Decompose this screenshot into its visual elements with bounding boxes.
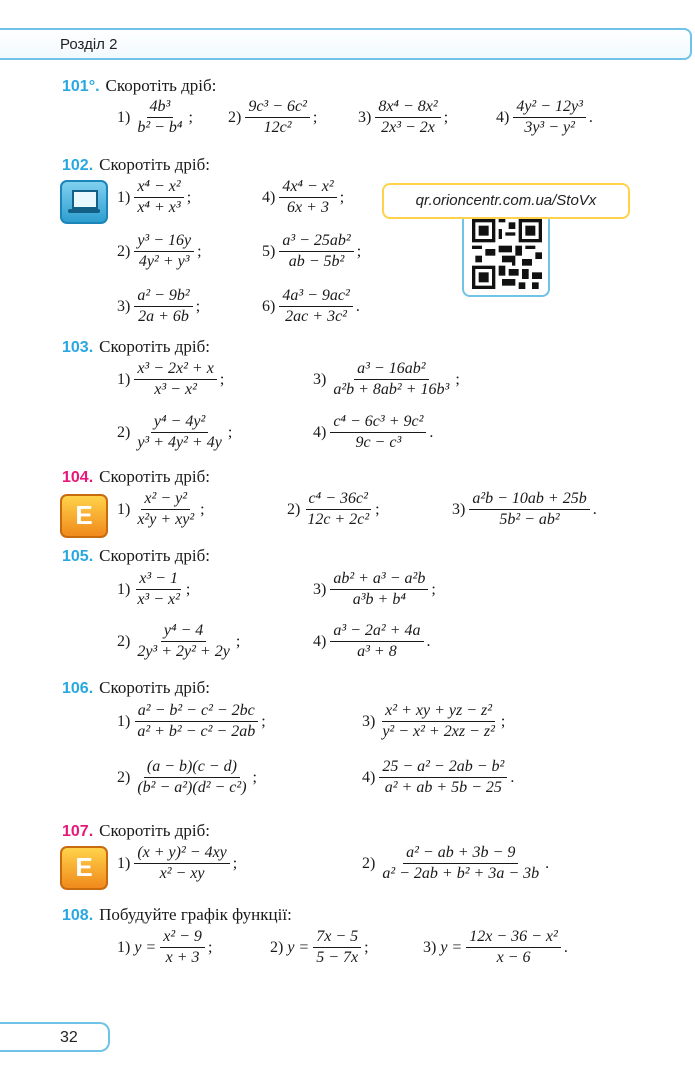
fraction-item [117,844,237,883]
punctuation: ; [197,242,202,260]
denominator: x − 6 [496,949,531,966]
numerator: y³ − 16y [134,232,194,252]
item-label: 3) [423,938,437,956]
item-label: 2) [117,768,131,786]
task-number: 101°. [62,78,100,95]
fraction-item [117,622,240,661]
function-prefix: y = [287,938,310,956]
numerator: (a − b)(c − d) [144,758,240,778]
item-label: 3) [358,108,372,126]
fraction [313,928,361,967]
fraction [134,622,233,661]
punctuation: ; [252,768,257,786]
item-label: 4) [362,768,376,786]
item-label: 1) [117,580,131,598]
item-label: 3) [117,297,131,315]
fraction [330,570,428,609]
item-label: 3) [452,500,466,518]
numerator: c⁴ − 36c² [306,490,371,510]
denominator: 5b² − ab² [499,511,560,528]
denominator: x² − xy [159,865,205,882]
punctuation: ; [339,188,345,206]
punctuation: . [588,108,593,126]
numerator: 4y² − 12y³ [513,98,586,118]
task-number: 106. [62,680,94,697]
numerator: x² + xy + yz − z² [382,702,495,722]
fraction-item [117,490,205,529]
numerator: 9c³ − 6c² [245,98,310,118]
fraction-item [262,178,344,217]
task-text: Побудуйте графік функції: [99,905,292,924]
punctuation: ; [219,370,225,388]
fraction [134,702,258,741]
fraction [134,287,192,326]
fraction-item [117,98,193,137]
item-label: 2) [117,423,131,441]
numerator: a³ − 16ab² [354,360,428,380]
task-101 [62,76,216,96]
denominator: a² − 2ab + b² + 3a − 3b [382,865,540,882]
punctuation: ; [443,108,449,126]
fraction [279,178,336,217]
fraction-item [452,490,597,529]
numerator: a²b − 10ab + 25b [469,490,589,510]
denominator: y² − x² + 2xz − z² [382,723,495,740]
fraction-item [117,702,266,741]
numerator: a² − ab + 3b − 9 [403,844,518,864]
punctuation: ; [232,854,238,872]
punctuation: ; [364,938,369,956]
denominator: a² + ab + 5b − 25 [384,779,502,796]
item-label: 1) [117,500,131,518]
task-104 [62,467,210,487]
denominator: a² + b² − c² − 2ab [137,723,256,740]
fraction [379,702,498,741]
fraction [379,844,542,883]
item-label: 5) [262,242,276,260]
numerator: 7x − 5 [313,928,361,948]
denominator: x + 3 [165,949,200,966]
fraction [330,622,423,661]
denominator: x²y + xy² [137,511,195,528]
fraction-item [496,98,593,137]
numerator: 12x − 36 − x² [466,928,561,948]
fraction [134,844,229,883]
fraction [134,98,185,137]
fraction-item [313,360,460,399]
fraction [375,98,440,137]
denominator: 12c² [263,119,292,136]
punctuation: ; [235,632,241,650]
fraction-item [117,413,232,452]
page-number-tab [0,1022,110,1052]
fraction [279,232,353,271]
qr-code-icon [472,219,542,289]
item-label: 1) [117,370,131,388]
denominator: b² − b⁴ [137,119,183,136]
item-label: 2) [270,938,284,956]
numerator: a² − b² − c² − 2bc [135,702,258,722]
fraction [330,413,426,452]
punctuation: ; [261,712,266,730]
numerator: 25 − a² − 2ab − b² [379,758,507,778]
item-label: 1) [117,108,131,126]
task-107 [62,821,210,841]
task-108 [62,905,292,925]
numerator: x² − y² [141,490,190,510]
denominator: 5 − 7x [316,949,359,966]
task-105 [62,546,210,566]
denominator: (b² − a²)(d² − c²) [137,779,247,796]
item-label: 3) [313,580,327,598]
fraction-item [362,758,514,797]
exercise-e-icon: E [60,846,108,890]
numerator: 8x⁴ − 8x² [375,98,440,118]
punctuation: ; [431,580,436,598]
numerator: 4b³ [147,98,174,118]
exercise-e-icon: E [60,494,108,538]
punctuation: . [429,423,434,441]
denominator: 2x³ − 2x [381,119,435,136]
item-label: 6) [262,297,276,315]
item-label: 1) [117,938,131,956]
fraction-item [117,232,202,271]
task-number: 107. [62,823,94,840]
fraction [469,490,589,529]
fraction [134,413,225,452]
punctuation: ; [188,108,193,126]
numerator: a³ − 25ab² [279,232,353,252]
fraction [134,758,249,797]
denominator: x³ − x² [137,591,180,608]
task-text: Скоротіть дріб: [99,337,210,356]
fraction-item [287,490,380,529]
fraction [466,928,561,967]
fraction-item [358,98,448,137]
punctuation: ; [312,108,318,126]
denominator: 4y² + y³ [138,253,190,270]
numerator: 4a³ − 9ac² [279,287,353,307]
numerator: a³ − 2a² + 4a [330,622,423,642]
fraction [245,98,310,137]
task-number: 105. [62,548,94,565]
fraction [279,287,353,326]
numerator: x⁴ − x² [134,178,183,198]
item-label: 3) [362,712,376,730]
numerator: ab² + a³ − a²b [330,570,428,590]
punctuation: ; [200,500,205,518]
denominator: a³ + 8 [357,643,397,660]
fraction-item [313,570,436,609]
fraction-item [117,928,212,967]
task-text: Скоротіть дріб: [99,546,210,565]
punctuation: . [510,768,515,786]
numerator: a² − 9b² [134,287,192,307]
numerator: 4x⁴ − x² [279,178,336,198]
laptop-icon [60,180,108,224]
task-number: 102. [62,157,94,174]
punctuation: . [426,632,431,650]
item-label: 1) [117,188,131,206]
fraction-item [117,360,224,399]
punctuation: . [563,938,568,956]
item-label: 4) [313,423,327,441]
task-103 [62,337,210,357]
page-number: 32 [60,1029,78,1046]
numerator: c⁴ − 6c³ + 9c² [330,413,426,433]
numerator: x² − 9 [160,928,205,948]
fraction [160,928,205,967]
fraction-item [313,413,433,452]
denominator: ab − 5b² [288,253,345,270]
task-number: 103. [62,339,94,356]
fraction-item [313,622,431,661]
item-label: 1) [117,854,131,872]
task-number: 104. [62,469,94,486]
item-label: 3) [313,370,327,388]
fraction-item [362,844,549,883]
denominator: a³b + b⁴ [352,591,406,608]
fraction-item [117,178,191,217]
function-prefix: y = [440,938,463,956]
punctuation: . [592,500,597,518]
fraction-item [117,570,190,609]
fraction [513,98,586,137]
section-header [0,28,692,60]
fraction-item [270,928,369,967]
denominator: 2y³ + 2y² + 2y [137,643,230,660]
denominator: 12c + 2c² [307,511,370,528]
task-text: Скоротіть дріб: [99,678,210,697]
fraction-item [117,287,200,326]
denominator: 9c − c³ [355,434,402,451]
denominator: 2ac + 3c² [285,308,347,325]
section-title: Розділ 2 [60,36,118,53]
punctuation: ; [186,188,192,206]
denominator: 3y³ − y² [524,119,575,136]
fraction-item [423,928,568,967]
item-label: 1) [117,712,131,730]
fraction [304,490,372,529]
fraction [134,490,197,529]
numerator: y⁴ − 4 [161,622,206,642]
item-label: 4) [262,188,276,206]
denominator: 6x + 3 [287,199,329,216]
numerator: x³ − 2x² + x [134,360,217,380]
punctuation: . [545,854,550,872]
denominator: y³ + 4y² + 4y [137,434,222,451]
function-prefix: y = [134,938,157,956]
fraction-item [262,232,361,271]
numerator: x³ − 1 [136,570,181,590]
denominator: a²b + 8ab² + 16b³ [333,381,450,398]
item-label: 2) [362,854,376,872]
task-text: Скоротіть дріб: [99,821,210,840]
denominator: x⁴ + x³ [137,199,181,216]
punctuation: ; [185,580,191,598]
numerator: (x + y)² − 4xy [134,844,229,864]
task-102 [62,155,210,175]
denominator: x³ − x² [154,381,197,398]
fraction [379,758,507,797]
qr-link[interactable]: qr.orioncentr.com.ua/StoVx [382,183,630,219]
task-text: Скоротіть дріб: [105,76,217,95]
item-label: 4) [313,632,327,650]
punctuation: ; [207,938,213,956]
item-label: 2) [228,108,242,126]
task-text: Скоротіть дріб: [99,467,210,486]
qr-block [382,183,630,298]
punctuation: . [355,297,360,315]
qr-code[interactable] [462,213,550,297]
denominator: 2a + 6b [138,308,189,325]
fraction [134,570,183,609]
punctuation: ; [375,500,380,518]
item-label: 2) [287,500,301,518]
item-label: 2) [117,632,131,650]
fraction [134,360,217,399]
task-number: 108. [62,907,94,924]
punctuation: ; [356,242,362,260]
fraction-item [362,702,505,741]
task-text: Скоротіть дріб: [99,155,210,174]
fraction-item [262,287,360,326]
numerator: y⁴ − 4y² [151,413,208,433]
punctuation: ; [455,370,460,388]
fraction-item [228,98,317,137]
fraction [330,360,452,399]
punctuation: ; [500,712,506,730]
punctuation: ; [227,423,233,441]
fraction [134,178,183,217]
fraction [134,232,194,271]
item-label: 4) [496,108,510,126]
punctuation: ; [195,297,201,315]
fraction-item [117,758,257,797]
task-106 [62,678,210,698]
item-label: 2) [117,242,131,260]
